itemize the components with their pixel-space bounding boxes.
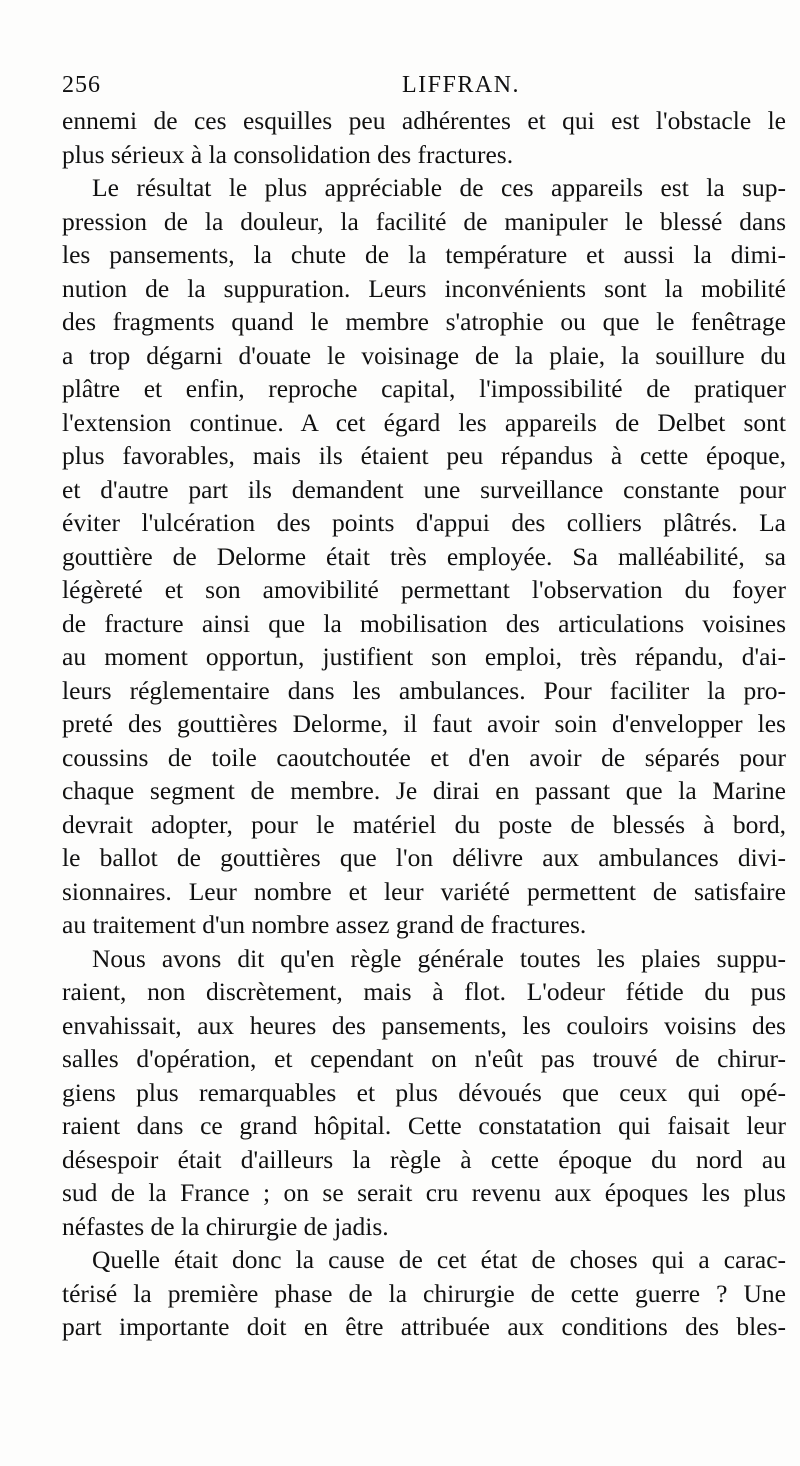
running-head: LIFFRAN.	[402, 72, 521, 98]
text-line: néfastes de la chirurgie de jadis.	[62, 1211, 389, 1241]
text-line: ennemi de ces esquilles peu adhérentes et qui est l'obstacle le	[62, 106, 786, 135]
text-line: pression de la douleur, la facilité de manipuler le blessé dans	[62, 206, 786, 236]
page-number: 256	[62, 72, 101, 98]
text-line: nution de la suppuration. Leurs inconvénients sont la mobilité	[62, 273, 786, 303]
text-line: désespoir était d'ailleurs la règle à cette époque du nord au	[62, 1144, 786, 1174]
text-line: gouttière de Delorme était très employée. Sa malléabilité, sa	[62, 541, 786, 571]
text-line: preté des gouttières Delorme, il faut avoir soin d'envelopper les	[62, 709, 786, 738]
text-line: envahissait, aux heures des pansements, les couloirs voisins des	[62, 1010, 786, 1040]
text-line: de fracture ainsi que la mobilisation des articulations voisines	[62, 608, 786, 638]
text-line: et d'autre part ils demandent une surveillance constante pour	[62, 474, 786, 504]
text-line: devrait adopter, pour le matériel du poste de blessés à bord,	[62, 809, 786, 839]
text-line: coussins de toile caoutchoutée et d'en avoir de séparés pour	[62, 742, 786, 772]
text-line: chaque segment de membre. Je dirai en passant que la Marine	[62, 776, 786, 805]
text-line: le ballot de gouttières que l'on délivre aux ambulances divi-	[62, 843, 786, 872]
text-line: leurs réglementaire dans les ambulances. Pour faciliter la pro-	[62, 675, 786, 705]
text-line: des fragments quand le membre s'atrophie ou que le fenêtrage	[62, 307, 786, 336]
text-line: sud de la France ; on se serait cru revenu aux époques les plus	[62, 1178, 786, 1207]
text-line: les pansements, la chute de la température et aussi la dimi-	[62, 240, 786, 269]
body-text	[62, 104, 786, 1344]
text-line: raient, non discrètement, mais à flot. L'odeur fétide du pus	[62, 977, 786, 1006]
text-line: plus sérieux à la consolidation des fractures.	[62, 139, 514, 169]
text-line: légèreté et son amovibilité permettant l'observation du foyer	[62, 575, 786, 604]
text-line: a trop dégarni d'ouate le voisinage de la plaie, la souillure du	[62, 340, 786, 370]
text-line: au moment opportun, justifient son emploi, très répandu, d'ai-	[62, 642, 786, 671]
text-line: au traitement d'un nombre assez grand de fractures.	[62, 910, 587, 939]
text-line: plâtre et enfin, reproche capital, l'impossibilité de pratiquer	[62, 374, 786, 403]
text-line: raient dans ce grand hôpital. Cette constatation qui faisait leur	[62, 1111, 786, 1140]
text-line: plus favorables, mais ils étaient peu répandus à cette époque,	[62, 441, 786, 470]
text-line: éviter l'ulcération des points d'appui des colliers plâtrés. La	[62, 508, 786, 537]
text-line: giens plus remarquables et plus dévoués que ceux qui opé-	[62, 1077, 786, 1107]
text-line: Nous avons dit qu'en règle générale toutes les plaies suppu-	[92, 943, 786, 973]
page-header	[62, 66, 776, 106]
text-line: Quelle était donc la cause de cet état de choses qui a carac-	[92, 1245, 786, 1274]
text-line: part importante doit en être attribuée aux conditions des bles-	[62, 1312, 786, 1341]
text-line: l'extension continue. A cet égard les appareils de Delbet sont	[62, 407, 786, 437]
text-line: salles d'opération, et cependant on n'eût pas trouvé de chirur-	[62, 1044, 786, 1073]
text-line: térisé la première phase de la chirurgie de cette guerre ? Une	[62, 1278, 786, 1308]
text-line: sionnaires. Leur nombre et leur variété permettent de satisfaire	[62, 876, 786, 906]
text-line: Le résultat le plus appréciable de ces appareils est la sup-	[92, 173, 786, 202]
